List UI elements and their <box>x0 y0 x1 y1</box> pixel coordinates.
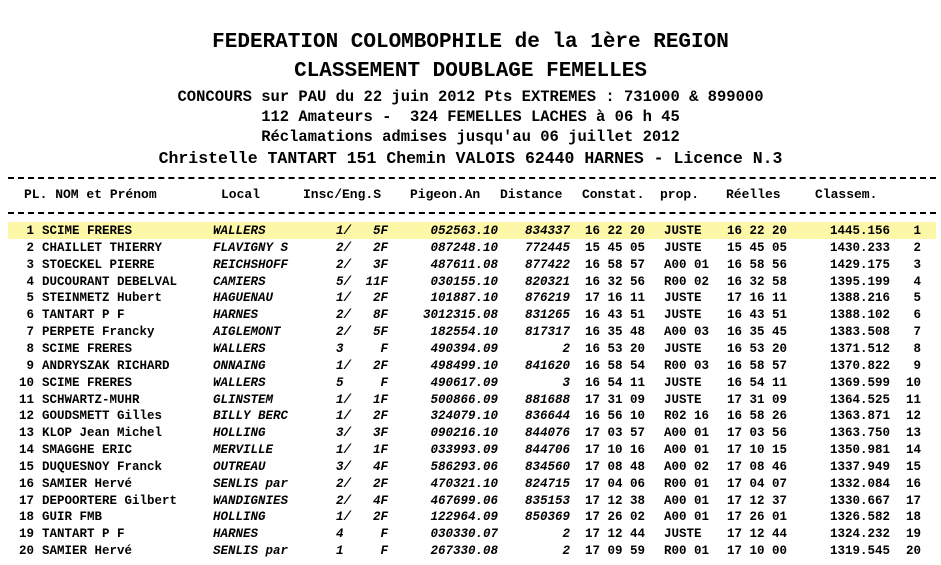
cell-rang: 16 <box>905 476 921 491</box>
table-row <box>0 409 941 426</box>
cell-eng: 3F <box>372 426 388 441</box>
cell-eng: 11F <box>365 274 388 289</box>
cell-distance: 831265 <box>524 308 570 323</box>
cell-vitesse: 1332.084 <box>829 476 890 491</box>
cell-distance: 876219 <box>524 291 570 306</box>
cell-pigeon: 122964.09 <box>430 510 498 525</box>
cell-eng: 2F <box>372 358 388 373</box>
cell-distance: 2 <box>562 527 570 542</box>
cell-rang: 7 <box>913 325 921 340</box>
column-header-row <box>0 187 941 205</box>
cell-nom: DUCOURANT DEBELVAL <box>42 274 178 289</box>
cell-vitesse: 1445.156 <box>829 224 890 238</box>
cell-pl: 8 <box>26 341 34 356</box>
col-pigeon: Pigeon.An <box>410 187 481 202</box>
cell-reelles: 17 10 00 <box>727 544 788 559</box>
cell-pl: 1 <box>26 224 34 238</box>
cell-rang: 5 <box>913 291 921 306</box>
table-row <box>0 393 941 410</box>
federation-title: FEDERATION COLOMBOPHILE de la 1ère REGION <box>212 31 729 54</box>
cell-vitesse: 1369.599 <box>829 375 890 390</box>
cell-insc: 3 <box>336 341 344 356</box>
cell-constat: 17 12 38 <box>585 493 646 508</box>
cell-nom: DEPOORTERE Gilbert <box>42 493 178 508</box>
cell-nom: CHAILLET THIERRY <box>42 240 163 255</box>
cell-distance: 834337 <box>524 224 570 238</box>
cell-vitesse: 1388.102 <box>829 308 890 323</box>
cell-prop: A00 03 <box>664 325 710 340</box>
cell-nom: SMAGGHE ERIC <box>42 443 133 458</box>
cell-nom: SCHWARTZ-MUHR <box>42 392 140 407</box>
cell-prop: R02 16 <box>664 409 710 424</box>
table-row <box>0 544 941 561</box>
cell-local: HOLLING <box>213 426 266 441</box>
cell-vitesse: 1430.233 <box>829 240 890 255</box>
cell-eng: 4F <box>372 459 388 474</box>
cell-distance: 2 <box>562 544 570 559</box>
cell-nom: SCIME FRERES <box>42 375 133 390</box>
cell-distance: 834560 <box>524 459 570 474</box>
cell-constat: 16 56 10 <box>585 409 646 424</box>
cell-nom: SAMIER Hervé <box>42 544 133 559</box>
cell-pl: 7 <box>26 325 34 340</box>
table-row <box>0 258 941 275</box>
cell-eng: 2F <box>372 476 388 491</box>
cell-vitesse: 1326.582 <box>829 510 890 525</box>
cell-vitesse: 1388.216 <box>829 291 890 306</box>
cell-pl: 19 <box>18 527 34 542</box>
table-row <box>0 494 941 511</box>
cell-local: WALLERS <box>213 341 266 356</box>
cell-vitesse: 1324.232 <box>829 527 890 542</box>
cell-pigeon: 470321.10 <box>430 476 498 491</box>
col-distance: Distance <box>500 187 563 202</box>
cell-constat: 16 54 11 <box>585 375 646 390</box>
cell-rang: 10 <box>905 375 921 390</box>
cell-eng: 4F <box>372 493 388 508</box>
cell-local: ONNAING <box>213 358 266 373</box>
cell-vitesse: 1363.871 <box>829 409 890 424</box>
cell-eng: 1F <box>372 443 388 458</box>
cell-reelles: 16 54 11 <box>727 375 788 390</box>
cell-rang: 20 <box>905 544 921 559</box>
cell-rang: 2 <box>913 240 921 255</box>
cell-insc: 5 <box>336 375 344 390</box>
cell-pl: 4 <box>26 274 34 289</box>
cell-local: SENLIS par <box>213 544 289 559</box>
table-row <box>0 308 941 325</box>
cell-nom: PERPETE Francky <box>42 325 155 340</box>
cell-distance: 844076 <box>524 426 570 441</box>
cell-constat: 17 08 48 <box>585 459 646 474</box>
cell-constat: 15 45 05 <box>585 240 646 255</box>
divider-top <box>8 177 936 179</box>
cell-insc: 1/ <box>336 224 352 238</box>
cell-reelles: 16 32 58 <box>727 274 788 289</box>
table-row <box>0 477 941 494</box>
cell-insc: 1/ <box>336 409 352 424</box>
cell-eng: F <box>380 341 388 356</box>
cell-pl: 9 <box>26 358 34 373</box>
table-row <box>0 460 941 477</box>
cell-pigeon: 324079.10 <box>430 409 498 424</box>
cell-constat: 17 16 11 <box>585 291 646 306</box>
cell-distance: 841620 <box>524 358 570 373</box>
cell-local: FLAVIGNY S <box>213 240 289 255</box>
cell-insc: 1/ <box>336 510 352 525</box>
cell-prop: A00 02 <box>664 459 710 474</box>
cell-insc: 2/ <box>336 257 352 272</box>
cell-reelles: 17 26 01 <box>727 510 788 525</box>
cell-vitesse: 1370.822 <box>829 358 890 373</box>
cell-insc: 1/ <box>336 291 352 306</box>
cell-local: REICHSHOFF <box>213 257 289 272</box>
cell-reelles: 17 10 15 <box>727 443 788 458</box>
cell-pigeon: 182554.10 <box>430 325 498 340</box>
cell-pigeon: 087248.10 <box>430 240 498 255</box>
cell-pl: 18 <box>18 510 34 525</box>
cell-nom: SCIME FRERES <box>42 224 133 238</box>
cell-pl: 20 <box>18 544 34 559</box>
cell-vitesse: 1319.545 <box>829 544 890 559</box>
cell-vitesse: 1395.199 <box>829 274 890 289</box>
cell-pigeon: 090216.10 <box>430 426 498 441</box>
cell-nom: STOECKEL PIERRE <box>42 257 155 272</box>
cell-local: WALLERS <box>213 224 266 238</box>
table-row <box>0 275 941 292</box>
cell-pl: 15 <box>18 459 34 474</box>
cell-vitesse: 1330.667 <box>829 493 890 508</box>
cell-rang: 1 <box>913 224 921 238</box>
cell-local: GLINSTEM <box>213 392 274 407</box>
cell-nom: TANTART P F <box>42 308 125 323</box>
cell-prop: A00 01 <box>664 510 710 525</box>
cell-prop: JUSTE <box>664 291 702 306</box>
table-row <box>0 325 941 342</box>
cell-rang: 12 <box>905 409 921 424</box>
cell-distance: 824715 <box>524 476 570 491</box>
cell-reelles: 15 45 05 <box>727 240 788 255</box>
classement-title: CLASSEMENT DOUBLAGE FEMELLES <box>294 60 647 83</box>
cell-pl: 2 <box>26 240 34 255</box>
cell-distance: 820321 <box>524 274 570 289</box>
cell-reelles: 17 16 11 <box>727 291 788 306</box>
cell-distance: 817317 <box>524 325 570 340</box>
cell-pigeon: 490394.09 <box>430 341 498 356</box>
cell-prop: R00 01 <box>664 476 710 491</box>
cell-rang: 14 <box>905 443 921 458</box>
cell-insc: 2/ <box>336 240 352 255</box>
cell-rang: 15 <box>905 459 921 474</box>
cell-rang: 19 <box>905 527 921 542</box>
cell-reelles: 16 58 57 <box>727 358 788 373</box>
cell-constat: 16 43 51 <box>585 308 646 323</box>
col-reelles: Réelles <box>726 187 781 202</box>
cell-insc: 3/ <box>336 426 352 441</box>
cell-rang: 4 <box>913 274 921 289</box>
col-insc: Insc/Eng.S <box>303 187 382 202</box>
cell-nom: TANTART P F <box>42 527 125 542</box>
cell-pl: 16 <box>18 476 34 491</box>
cell-rang: 11 <box>905 392 921 407</box>
cell-reelles: 16 22 20 <box>727 224 788 238</box>
col-constat: Constat. <box>582 187 645 202</box>
cell-reelles: 17 12 37 <box>727 493 788 508</box>
cell-distance: 772445 <box>524 240 570 255</box>
cell-reelles: 16 43 51 <box>727 308 788 323</box>
cell-reelles: 16 35 45 <box>727 325 788 340</box>
cell-reelles: 16 53 20 <box>727 341 788 356</box>
cell-prop: A00 01 <box>664 493 710 508</box>
cell-prop: A00 01 <box>664 426 710 441</box>
cell-rang: 8 <box>913 341 921 356</box>
cell-vitesse: 1371.512 <box>829 341 890 356</box>
cell-eng: 8F <box>372 308 388 323</box>
cell-prop: R00 01 <box>664 544 710 559</box>
table-row <box>0 426 941 443</box>
table-row <box>0 241 941 258</box>
table-row <box>0 376 941 393</box>
cell-distance: 835153 <box>524 493 570 508</box>
cell-rang: 9 <box>913 358 921 373</box>
cell-distance: 844706 <box>524 443 570 458</box>
cell-insc: 1/ <box>336 392 352 407</box>
cell-insc: 1/ <box>336 443 352 458</box>
cell-insc: 5/ <box>336 274 352 289</box>
cell-rang: 17 <box>905 493 921 508</box>
cell-insc: 2/ <box>336 493 352 508</box>
cell-pigeon: 033993.09 <box>430 443 498 458</box>
cell-prop: JUSTE <box>664 240 702 255</box>
reclamations-line: Réclamations admises jusqu'au 06 juillet 2012 <box>261 128 680 146</box>
cell-pl: 13 <box>18 426 34 441</box>
cell-local: AIGLEMONT <box>213 325 281 340</box>
divider-header <box>8 212 936 214</box>
table-row <box>0 359 941 376</box>
table-row <box>0 224 941 241</box>
cell-pigeon: 267330.08 <box>430 544 498 559</box>
cell-pl: 14 <box>18 443 34 458</box>
cell-nom: STEINMETZ Hubert <box>42 291 163 306</box>
cell-reelles: 17 08 46 <box>727 459 788 474</box>
cell-distance: 850369 <box>524 510 570 525</box>
cell-pl: 5 <box>26 291 34 306</box>
cell-insc: 1 <box>336 544 344 559</box>
cell-constat: 17 10 16 <box>585 443 646 458</box>
cell-constat: 16 32 56 <box>585 274 646 289</box>
cell-prop: A00 01 <box>664 443 710 458</box>
cell-distance: 3 <box>562 375 570 390</box>
cell-nom: DUQUESNOY Franck <box>42 459 163 474</box>
cell-vitesse: 1383.508 <box>829 325 890 340</box>
cell-vitesse: 1350.981 <box>829 443 890 458</box>
cell-constat: 17 12 44 <box>585 527 646 542</box>
cell-reelles: 17 04 07 <box>727 476 788 491</box>
cell-local: HARNES <box>213 527 259 542</box>
cell-pigeon: 3012315.08 <box>422 308 498 323</box>
cell-rang: 18 <box>905 510 921 525</box>
cell-eng: 3F <box>372 257 388 272</box>
cell-nom: KLOP Jean Michel <box>42 426 163 441</box>
cell-insc: 4 <box>336 527 344 542</box>
cell-prop: JUSTE <box>664 375 702 390</box>
cell-nom: ANDRYSZAK RICHARD <box>42 358 170 373</box>
cell-eng: 2F <box>372 510 388 525</box>
cell-local: MERVILLE <box>213 443 274 458</box>
cell-nom: SAMIER Hervé <box>42 476 133 491</box>
cell-nom: SCIME FRERES <box>42 341 133 356</box>
table-row <box>0 510 941 527</box>
cell-insc: 2/ <box>336 308 352 323</box>
cell-constat: 17 31 09 <box>585 392 646 407</box>
cell-prop: JUSTE <box>664 341 702 356</box>
col-classem: Classem. <box>815 187 878 202</box>
cell-rang: 6 <box>913 308 921 323</box>
cell-nom: GOUDSMETT Gilles <box>42 409 163 424</box>
cell-vitesse: 1337.949 <box>829 459 890 474</box>
table-row <box>0 443 941 460</box>
cell-vitesse: 1429.175 <box>829 257 890 272</box>
col-local: Local <box>221 187 261 202</box>
col-pl-nom: PL. NOM et Prénom <box>24 187 157 202</box>
cell-pl: 11 <box>18 392 34 407</box>
cell-pigeon: 101887.10 <box>430 291 498 306</box>
cell-local: HAGUENAU <box>213 291 274 306</box>
cell-pigeon: 467699.06 <box>430 493 498 508</box>
cell-distance: 877422 <box>524 257 570 272</box>
cell-eng: 5F <box>372 224 388 238</box>
cell-vitesse: 1364.525 <box>829 392 890 407</box>
cell-eng: 1F <box>372 392 388 407</box>
cell-eng: F <box>380 544 388 559</box>
cell-reelles: 16 58 26 <box>727 409 788 424</box>
cell-distance: 881688 <box>524 392 570 407</box>
table-row <box>0 342 941 359</box>
col-prop: prop. <box>660 187 700 202</box>
cell-pigeon: 487611.08 <box>430 257 498 272</box>
cell-distance: 836644 <box>524 409 570 424</box>
cell-local: CAMIERS <box>213 274 266 289</box>
cell-insc: 2/ <box>336 476 352 491</box>
cell-prop: JUSTE <box>664 308 702 323</box>
cell-reelles: 17 31 09 <box>727 392 788 407</box>
cell-pl: 10 <box>18 375 34 390</box>
cell-reelles: 17 03 56 <box>727 426 788 441</box>
cell-constat: 17 04 06 <box>585 476 646 491</box>
cell-eng: F <box>380 527 388 542</box>
cell-pl: 3 <box>26 257 34 272</box>
cell-constat: 16 53 20 <box>585 341 646 356</box>
cell-constat: 16 58 54 <box>585 358 646 373</box>
concours-line: CONCOURS sur PAU du 22 juin 2012 Pts EXTREMES : 731000 & 899000 <box>177 88 764 106</box>
cell-insc: 1/ <box>336 358 352 373</box>
cell-prop: R00 02 <box>664 274 710 289</box>
cell-nom: GUIR FMB <box>42 510 103 525</box>
cell-pigeon: 052563.10 <box>430 224 498 238</box>
table-row <box>0 527 941 544</box>
table-row <box>0 291 941 308</box>
cell-pl: 17 <box>18 493 34 508</box>
cell-eng: 2F <box>372 409 388 424</box>
cell-local: HARNES <box>213 308 259 323</box>
cell-eng: 2F <box>372 240 388 255</box>
cell-prop: JUSTE <box>664 392 702 407</box>
cell-prop: JUSTE <box>664 527 702 542</box>
cell-pl: 6 <box>26 308 34 323</box>
cell-pigeon: 030330.07 <box>430 527 498 542</box>
cell-pigeon: 586293.06 <box>430 459 498 474</box>
cell-constat: 16 35 48 <box>585 325 646 340</box>
cell-constat: 16 58 57 <box>585 257 646 272</box>
cell-distance: 2 <box>562 341 570 356</box>
cell-rang: 13 <box>905 426 921 441</box>
cell-prop: JUSTE <box>664 224 702 238</box>
cell-local: BILLY BERC <box>213 409 289 424</box>
cell-constat: 16 22 20 <box>585 224 646 238</box>
cell-local: WALLERS <box>213 375 266 390</box>
cell-pigeon: 498499.10 <box>430 358 498 373</box>
cell-eng: 5F <box>372 325 388 340</box>
cell-vitesse: 1363.750 <box>829 426 890 441</box>
cell-local: SENLIS par <box>213 476 289 491</box>
cell-constat: 17 03 57 <box>585 426 646 441</box>
cell-pigeon: 490617.09 <box>430 375 498 390</box>
cell-local: OUTREAU <box>213 459 266 474</box>
cell-rang: 3 <box>913 257 921 272</box>
contact-line: Christelle TANTART 151 Chemin VALOIS 62440 HARNES - Licence N.3 <box>158 149 783 168</box>
cell-insc: 3/ <box>336 459 352 474</box>
cell-local: WANDIGNIES <box>213 493 289 508</box>
cell-prop: R00 03 <box>664 358 710 373</box>
cell-insc: 2/ <box>336 325 352 340</box>
cell-constat: 17 26 02 <box>585 510 646 525</box>
cell-prop: A00 01 <box>664 257 710 272</box>
cell-eng: 2F <box>372 291 388 306</box>
cell-pigeon: 500866.09 <box>430 392 498 407</box>
cell-eng: F <box>380 375 388 390</box>
cell-reelles: 17 12 44 <box>727 527 788 542</box>
cell-local: HOLLING <box>213 510 266 525</box>
amateurs-line: 112 Amateurs - 324 FEMELLES LACHES à 06 h 45 <box>261 108 680 126</box>
cell-pigeon: 030155.10 <box>430 274 498 289</box>
cell-reelles: 16 58 56 <box>727 257 788 272</box>
cell-pl: 12 <box>18 409 34 424</box>
cell-constat: 17 09 59 <box>585 544 646 559</box>
